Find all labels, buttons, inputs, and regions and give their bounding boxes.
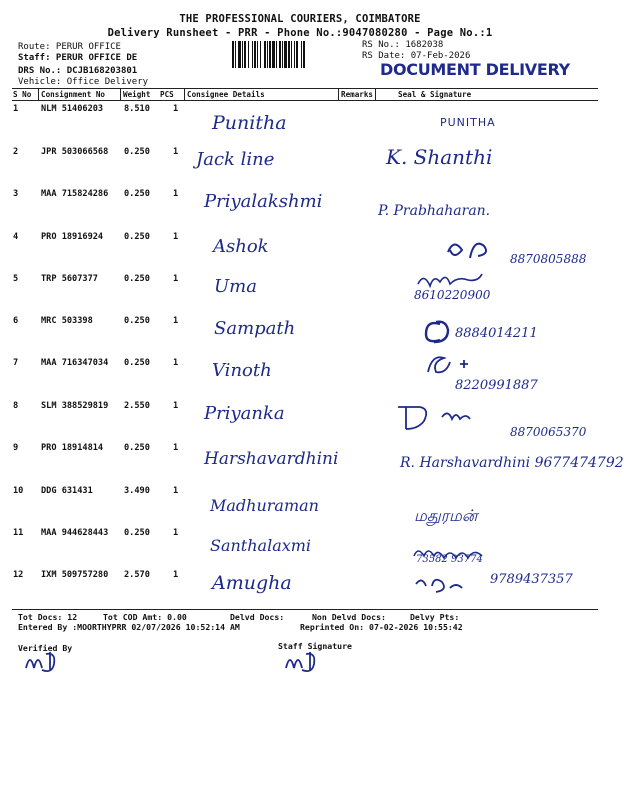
table-row (0, 528, 600, 570)
row-weight: 0.250 (124, 443, 150, 453)
consignee-handwriting: Amugha (212, 572, 292, 594)
tot-docs: Tot Docs: 12 (18, 612, 78, 622)
row-consignment: NLM 51406203 (41, 104, 104, 114)
signature: 8870805888 (510, 252, 587, 266)
signature: 8870065370 (510, 425, 587, 439)
consignee-handwriting: Harshavardhini (204, 449, 339, 469)
table-row (0, 189, 600, 231)
row-weight: 2.570 (124, 570, 150, 580)
consignee-handwriting: Vinoth (212, 360, 272, 381)
signature: 8220991887 (455, 378, 538, 393)
signature-scribble (420, 352, 490, 378)
table-row (0, 401, 600, 443)
row-consignment: IXM 509757280 (41, 570, 109, 580)
row-weight: 0.250 (124, 316, 150, 326)
col-seal-signature: Seal & Signature (398, 90, 472, 99)
signature: 8610220900 (414, 288, 491, 302)
col-consignee: Consignee Details (187, 90, 265, 99)
row-sno: 5 (13, 274, 19, 284)
table-row (0, 147, 600, 189)
reprinted-on: Reprinted On: 07-02-2026 10:55:42 (300, 622, 463, 632)
row-consignment: MAA 944628443 (41, 528, 109, 538)
row-sno: 9 (13, 443, 19, 453)
row-pcs: 1 (173, 358, 179, 368)
table-row (0, 316, 600, 358)
row-sno: 7 (13, 358, 19, 368)
row-weight: 0.250 (124, 358, 150, 368)
row-consignment: MAA 715824286 (41, 189, 109, 199)
row-consignment: DDG 631431 (41, 486, 93, 496)
consignee-handwriting: Uma (214, 276, 257, 297)
row-weight: 3.490 (124, 486, 150, 496)
signature-scribble (392, 401, 512, 431)
verified-by-signature (22, 648, 74, 674)
staff-signature-label: Staff Signature (278, 641, 352, 651)
row-sno: 1 (13, 104, 19, 114)
col-divider (38, 88, 39, 100)
runsheet-title: Delivery Runsheet - PRR - Phone No.:9047080280 - Page No.:1 (107, 27, 493, 39)
document-delivery-stamp: DOCUMENT DELIVERY (380, 60, 570, 79)
entered-by: Entered By :MOORTHYPRR 02/07/2026 10:52:14 AM (18, 622, 240, 632)
row-sno: 6 (13, 316, 19, 326)
staff-label: Staff: PERUR OFFICE DE (18, 53, 138, 63)
row-consignment: PRO 18916924 (41, 232, 104, 242)
col-divider (375, 88, 376, 100)
row-weight: 0.250 (124, 528, 150, 538)
table-row (0, 570, 600, 612)
verified-by-label: Verified By (18, 643, 73, 653)
consignee-handwriting: Jack line (196, 149, 275, 170)
table-top-rule (12, 88, 598, 89)
row-sno: 4 (13, 232, 19, 242)
barcode-bar (305, 41, 306, 68)
row-sno: 11 (13, 528, 24, 538)
consignee-handwriting: Sampath (214, 318, 296, 339)
tot-cod-amt: Tot COD Amt: 0.00 (103, 612, 187, 622)
col-divider (120, 88, 121, 100)
delvd-docs: Delvd Docs: (230, 612, 285, 622)
consignee-handwriting: Priyalakshmi (204, 191, 323, 212)
table-row (0, 232, 600, 274)
row-weight: 0.250 (124, 147, 150, 157)
row-weight: 8.510 (124, 104, 150, 114)
table-row (0, 274, 600, 316)
row-consignment: MAA 716347034 (41, 358, 109, 368)
row-sno: 10 (13, 486, 24, 496)
signature: P. Prabhaharan. (378, 203, 491, 219)
col-weight: Weight (123, 90, 151, 99)
row-sno: 3 (13, 189, 19, 199)
col-pcs: PCS (160, 90, 174, 99)
staff-signature (282, 648, 334, 674)
row-pcs: 1 (173, 316, 179, 326)
vehicle-label: Vehicle: Office Delivery (18, 77, 149, 87)
row-weight: 0.250 (124, 189, 150, 199)
row-pcs: 1 (173, 274, 179, 284)
row-pcs: 1 (173, 104, 179, 114)
row-consignment: JPR 503066568 (41, 147, 109, 157)
row-weight: 0.250 (124, 232, 150, 242)
barcode (232, 41, 356, 68)
signature-scribble (410, 570, 490, 600)
row-pcs: 1 (173, 443, 179, 453)
consignee-handwriting: Madhuraman (210, 496, 319, 515)
rs-date: RS Date: 07-Feb-2026 (362, 51, 471, 61)
row-pcs: 1 (173, 570, 179, 580)
row-consignment: PRO 18914814 (41, 443, 104, 453)
row-pcs: 1 (173, 232, 179, 242)
signature: 8884014211 (455, 326, 538, 341)
table-row (0, 486, 600, 528)
signature: R. Harshavardhini 9677474792 (400, 455, 624, 471)
row-consignment: SLM 388529819 (41, 401, 109, 411)
rs-no: RS No.: 1682038 (362, 40, 444, 50)
row-weight: 0.250 (124, 274, 150, 284)
table-row (0, 443, 624, 485)
consignee-handwriting: Priyanka (204, 403, 285, 424)
consignee-handwriting: Ashok (213, 236, 269, 257)
row-sno: 8 (13, 401, 19, 411)
row-consignment: TRP 5607377 (41, 274, 98, 284)
consignee-handwriting: Punitha (212, 112, 287, 134)
row-pcs: 1 (173, 528, 179, 538)
table-row (0, 358, 600, 400)
col-divider (338, 88, 339, 100)
row-sno: 12 (13, 570, 24, 580)
col-remarks: Remarks (341, 90, 374, 99)
row-pcs: 1 (173, 401, 179, 411)
signature: 9789437357 (490, 572, 573, 587)
row-weight: 2.550 (124, 401, 150, 411)
signature: மதுரமன் (414, 506, 478, 525)
table-row (0, 104, 600, 146)
row-consignment: MRC 503398 (41, 316, 93, 326)
drs-label: DRS No.: DCJB168203801 (18, 66, 138, 76)
col-consignment: Consignment No (41, 90, 106, 99)
delvy-pts: Delvy Pts: (410, 612, 460, 622)
row-sno: 2 (13, 147, 19, 157)
row-pcs: 1 (173, 189, 179, 199)
footer-rule (12, 609, 598, 610)
row-pcs: 1 (173, 147, 179, 157)
signature: K. Shanthi (386, 145, 493, 169)
col-sno: S No (13, 90, 32, 99)
table-header-rule (12, 100, 598, 101)
consignee-handwriting: Santhalaxmi (210, 536, 312, 555)
non-delvd-docs: Non Delvd Docs: (312, 612, 386, 622)
col-divider (184, 88, 185, 100)
row-pcs: 1 (173, 486, 179, 496)
route-label: Route: PERUR OFFICE (18, 42, 121, 52)
signature-scribble (440, 234, 520, 264)
company-title: THE PROFESSIONAL COURIERS, COIMBATORE (179, 13, 421, 25)
signature: 73582 93774 (416, 554, 483, 565)
signature: PUNITHA (440, 116, 496, 129)
